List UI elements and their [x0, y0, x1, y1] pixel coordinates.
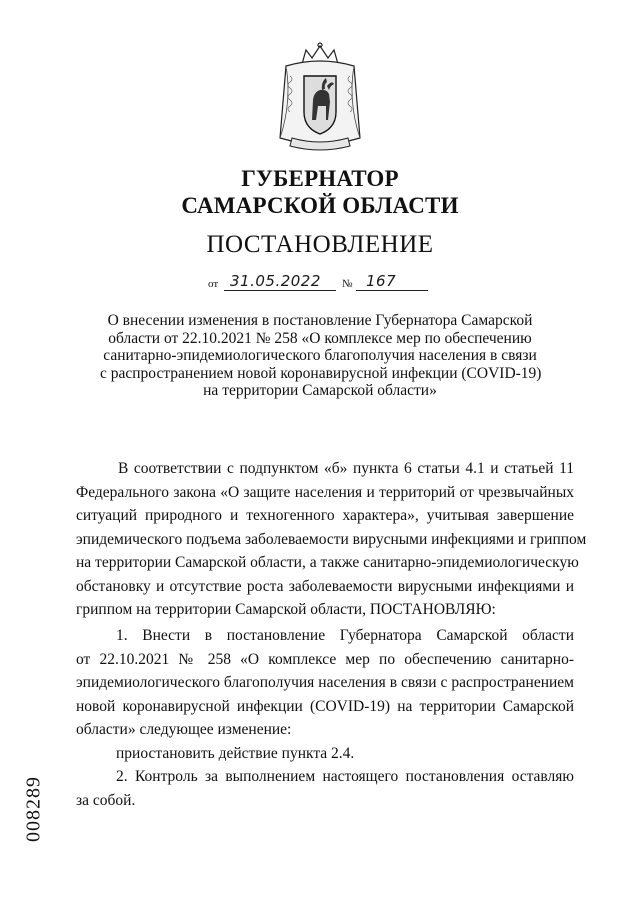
- body-line: от 22.10.2021 № 258 «О комплексе мер по обеспечению санитарно-: [76, 650, 574, 668]
- subject-line: на территории Самарской области»: [203, 382, 437, 399]
- document-meta: [208, 274, 448, 294]
- registration-number-text: 008289: [22, 776, 45, 842]
- body-line: новой коронавирусной инфекции (COVID-19) на территории Самарской: [76, 697, 574, 715]
- subject-line: области от 22.10.2021 № 258 «О комплексе мер по обеспечению: [108, 329, 532, 347]
- body-line: приостановить действие пункта 2.4.: [116, 744, 355, 762]
- body-line: области» следующее изменение:: [76, 721, 292, 738]
- body-line: эпидемического подъема заболеваемости вирусными инфекциями и гриппом: [76, 530, 587, 548]
- date-label: от: [208, 278, 219, 290]
- body-line: эпидемиологического благополучия населения в связи с распространением: [76, 674, 574, 691]
- body-line: В соответствии с подпунктом «б» пункта 6 статьи 4.1 и статьей 11: [118, 460, 574, 477]
- governor-title: ГУБЕРНАТОР: [241, 166, 399, 191]
- subject-line: О внесении изменения в постановление Губернатора Самарской: [107, 312, 533, 329]
- date-underline: [224, 290, 336, 291]
- body-line: 2. Контроль за выполнением настоящего постановления оставляю: [116, 768, 574, 785]
- body-line: 1. Внести в постановление Губернатора Самарской области: [116, 627, 574, 644]
- operative-paragraphs: [76, 624, 574, 812]
- registration-number: [22, 764, 46, 854]
- document-type: ПОСТАНОВЛЕНИЕ: [206, 231, 434, 258]
- preamble-paragraph: [76, 457, 587, 622]
- subject-line: санитарно-эпидемиологического благополучия населения в связи: [103, 347, 537, 364]
- region-title: САМАРСКОЙ ОБЛАСТИ: [181, 193, 459, 218]
- body-line: ситуаций природного и техногенного характера», учитывая завершение: [76, 507, 574, 524]
- body-line: гриппом на территории Самарской области, ПОСТАНОВЛЯЮ:: [76, 601, 496, 618]
- body-line: Федерального закона «О защите населения и территорий от чрезвычайных: [76, 483, 574, 501]
- document-subject: [100, 312, 540, 400]
- coat-of-arms-emblem: [272, 42, 368, 154]
- body-line: за собой.: [76, 791, 136, 809]
- document-date: 31.05.2022: [230, 272, 321, 290]
- number-label: №: [342, 278, 353, 290]
- subject-line: с распространением новой коронавирусной инфекции (COVID-19): [100, 364, 542, 382]
- number-underline: [356, 290, 428, 291]
- document-number: 167: [366, 272, 397, 290]
- body-line: обстановку и отсутствие роста заболеваемости вирусными инфекциями и: [76, 577, 574, 595]
- body-line: на территории Самарской области, а также санитарно-эпидемиологическую: [76, 554, 579, 571]
